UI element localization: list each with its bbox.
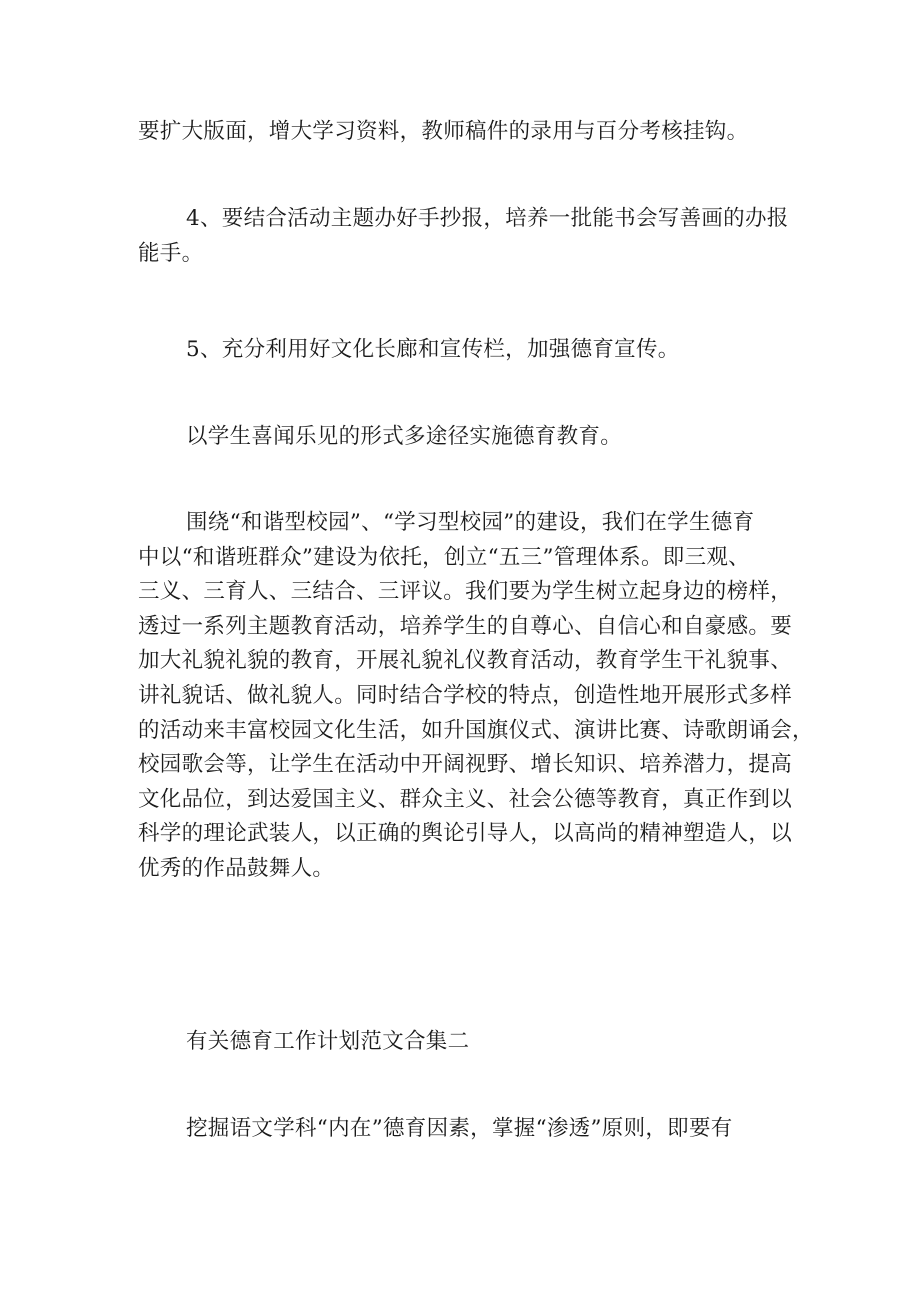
paragraph-line: 校园歌会等，让学生在活动中开阔视野、增长知识、培养潜力，提高 [138, 752, 793, 778]
paragraph-2 [138, 202, 798, 271]
paragraph-line: 科学的理论武装人，以正确的舆论引导人，以高尚的精神塑造人，以 [138, 821, 793, 847]
paragraph-line: 4、要结合活动主题办好手抄报，培养一批能书会写善画的办报 [186, 206, 789, 231]
paragraph-line: 讲礼貌话、做礼貌人。同时结合学校的特点，创造性地开展形式多样 [138, 682, 793, 708]
paragraph-line: 以学生喜闻乐见的形式多途径实施德育教育。 [186, 424, 623, 449]
paragraph-line: 文化品位，到达爱国主义、群众主义、社会公德等教育，真正作到以 [138, 786, 793, 812]
paragraph-line: 5、充分利用好文化长廊和宣传栏，加强德育宣传。 [186, 337, 680, 362]
paragraph-7 [138, 1112, 798, 1147]
paragraph-5 [138, 506, 814, 887]
paragraph-line: 优秀的作品鼓舞人。 [138, 855, 335, 881]
paragraph-line: 加大礼貌礼貌的教育，开展礼貌礼仪教育活动，教育学生干礼貌事、 [138, 648, 793, 674]
paragraph-line: 的活动来丰富校园文化生活，如升国旗仪式、演讲比赛、诗歌朗诵会， [138, 717, 814, 743]
section-heading [138, 1025, 798, 1060]
paragraph-line: 能手。 [138, 240, 204, 266]
paragraph-line: 围绕“和谐型校园”、“学习型校园”的建设，我们在学生德育 [186, 510, 755, 535]
paragraph-line: 中以“和谐班群众”建设为依托，创立“五三”管理体系。即三观、 [138, 544, 750, 570]
paragraph-3 [138, 333, 798, 368]
paragraph-line: 透过一系列主题教育活动，培养学生的自尊心、自信心和自豪感。要 [138, 613, 793, 639]
section-heading-text: 有关德育工作计划范文合集二 [186, 1029, 470, 1054]
paragraph-1 [138, 115, 798, 150]
paragraph-line: 要扩大版面，增大学习资料，教师稿件的录用与百分考核挂钩。 [138, 119, 749, 144]
paragraph-line: 挖掘语文学科“内在”德育因素，掌握“渗透”原则，即要有 [186, 1116, 733, 1141]
paragraph-line: 三义、三育人、三结合、三评议。我们要为学生树立起身边的榜样， [138, 579, 793, 605]
paragraph-4 [138, 420, 798, 455]
